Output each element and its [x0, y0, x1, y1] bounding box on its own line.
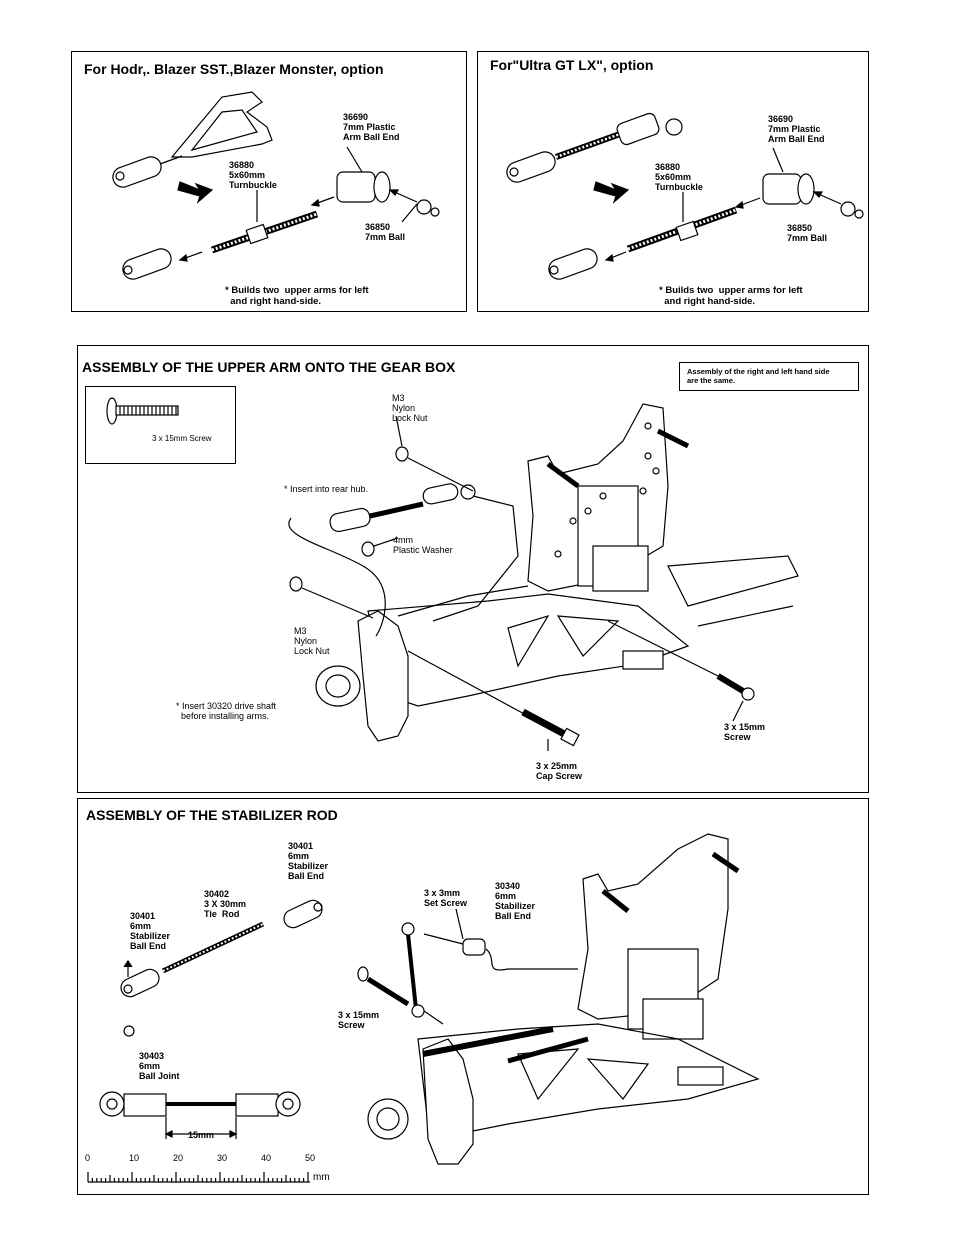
- screw-3x15: [358, 967, 408, 1004]
- m3-nut-label-left: M3 Nylon Lock Nut: [294, 626, 330, 656]
- rear-hub-carrier: [358, 611, 408, 741]
- part-label-36880: 36880 5x60mm Turnbuckle: [655, 162, 703, 192]
- screw-label: 3 x 15mm Screw: [338, 1010, 380, 1030]
- arm-ball-end-top: [504, 149, 558, 185]
- ruler-tick-label: 20: [173, 1153, 184, 1163]
- builds-note: * Builds two upper arms for left and right hand-side.: [225, 285, 369, 307]
- ball-7mm: [417, 200, 431, 214]
- stabilizer-ball-end: [463, 939, 485, 955]
- part-label-36690: 36690 7mm Plastic Arm Ball End: [768, 114, 825, 144]
- millimetre-ruler: [88, 1172, 310, 1182]
- ruler-tick-label: 40: [261, 1153, 272, 1163]
- insert-drive-shaft-note: * Insert 30320 drive shaft before installing arms.: [176, 701, 277, 721]
- same-side-note-box: Assembly of the right and left hand side are the same.: [679, 362, 859, 391]
- plastic-arm-ball-end: [337, 172, 375, 202]
- part-label-30401-left: 30401 6mm Stabilizer Ball End: [130, 911, 171, 951]
- ruler-tick-label: 50: [305, 1153, 316, 1163]
- stabilizer-rod-panel: [77, 798, 869, 1195]
- ruler-tick-label: 30: [217, 1153, 228, 1163]
- part-label-36880: 36880 5x60mm Turnbuckle: [229, 160, 277, 190]
- direction-arrow: [178, 182, 212, 202]
- ruler-unit: mm: [313, 1172, 330, 1183]
- insert-rear-hub-note: * Insert into rear hub.: [284, 484, 369, 494]
- panel-title: For"Ultra GT LX", option: [490, 57, 654, 73]
- option-panel-hodr: [71, 51, 467, 312]
- rear-axle: [368, 1099, 408, 1139]
- rear-axle: [316, 666, 360, 706]
- ball-joint-6mm: [124, 1026, 134, 1036]
- ruler-tick-label: 0: [85, 1153, 91, 1163]
- screw-label: 3 x 15mm Screw: [152, 434, 212, 443]
- panel-title: For Hodr,. Blazer SST.,Blazer Monster, option: [84, 61, 384, 77]
- arm-ball-end-bottom: [546, 246, 600, 282]
- option-panel-ultra-gt: [477, 51, 869, 312]
- panel-title: ASSEMBLY OF THE UPPER ARM ONTO THE GEAR BOX: [82, 359, 456, 375]
- part-label-30403: 30403 6mm Ball Joint: [139, 1051, 180, 1081]
- cap-screw-label: 3 x 25mm Cap Screw: [536, 761, 583, 781]
- m3-nylon-lock-nut-top: [396, 447, 408, 461]
- part-label-30402: 30402 3 X 30mm Tie Rod: [204, 889, 247, 919]
- m3-nylon-lock-nut-left: [290, 577, 302, 591]
- ball-7mm: [841, 202, 855, 216]
- arm-ball-end-bottom: [120, 246, 174, 282]
- upper-a-arm: [172, 92, 272, 157]
- ruler-tick-label: 10: [129, 1153, 140, 1163]
- m3-nut-label-top: M3 Nylon Lock Nut: [392, 393, 428, 423]
- part-label-30340: 30340 6mm Stabilizer Ball End: [495, 881, 536, 921]
- direction-arrow: [594, 182, 628, 202]
- upper-arm-gearbox-panel: [77, 345, 869, 793]
- screw-label-right: 3 x 15mm Screw: [724, 722, 766, 742]
- plastic-arm-ball-end: [763, 174, 801, 204]
- washer-label: 4mm Plastic Washer: [393, 535, 453, 555]
- panel-title: ASSEMBLY OF THE STABILIZER ROD: [86, 807, 338, 823]
- rear-hub-carrier: [423, 1039, 473, 1164]
- set-screw-label: 3 x 3mm Set Screw: [424, 888, 468, 908]
- cap-screw-3x25: [408, 651, 579, 746]
- dimension-15mm: 15mm: [188, 1130, 215, 1140]
- part-label-36850: 36850 7mm Ball: [365, 222, 406, 242]
- plastic-washer: [362, 542, 374, 556]
- builds-note: * Builds two upper arms for left and right hand-side.: [659, 285, 803, 307]
- part-label-36850: 36850 7mm Ball: [787, 223, 828, 243]
- part-label-36690: 36690 7mm Plastic Arm Ball End: [343, 112, 400, 142]
- part-label-30401-top: 30401 6mm Stabilizer Ball End: [288, 841, 329, 881]
